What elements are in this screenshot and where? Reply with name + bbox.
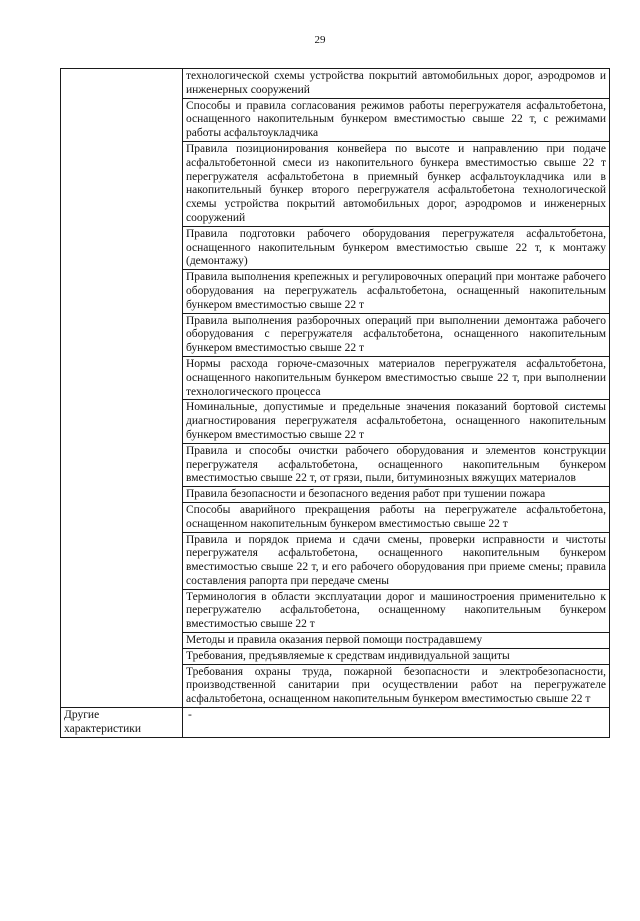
table-cell: Требования охраны труда, пожарной безопасности и электробезопасности, производственной санитарии при осуществлении работ на перегружателе асфальтобетона, оснащенном накопительным бункером вместимостью свыше 22 т <box>183 664 610 707</box>
continued-label-cell <box>61 69 183 708</box>
table-cell: Требования, предъявляемые к средствам индивидуальной защиты <box>183 648 610 664</box>
dash-value: - <box>188 709 192 722</box>
table-cell: Терминология в области эксплуатации дорог и машиностроения применительно к перегружателю асфальтобетона, оснащенному накопительным бункером вместимостью свыше 22 т <box>183 589 610 632</box>
table-cell: Правила и способы очистки рабочего оборудования и элементов конструкции перегружателя асфальтобетона, оснащенного накопительным бункером вместимостью свыше 22 т, от грязи, пыли, битуминозных вяжущих материалов <box>183 443 610 486</box>
table-cell: Правила позиционирования конвейера по высоте и направлению при подаче асфальтобетонной смеси из накопительного бункера вместимостью свыше 22 т перегружателя асфальтобетона в приемный бункер асфальтоукладчика или в накопительный бункер второго перегружателя асфальтобетона технологической схемы устройства покрытий автомобильных дорог, аэродромов и инженерных сооружений <box>183 141 610 226</box>
table-row <box>61 69 610 99</box>
table-cell: Нормы расхода горюче-смазочных материалов перегружателя асфальтобетона, оснащенного накопительным бункером вместимостью свыше 22 т, при выполнении технологического процесса <box>183 356 610 399</box>
table-row-other-characteristics <box>61 708 610 738</box>
other-characteristics-label: Другие характеристики <box>61 708 183 738</box>
table-cell: Правила выполнения разборочных операций при выполнении демонтажа рабочего оборудования с перегружателя асфальтобетона, оснащенного накопительным бункером вместимостью свыше 22 т <box>183 313 610 356</box>
table-cell: Методы и правила оказания первой помощи пострадавшему <box>183 633 610 649</box>
table-cell: технологической схемы устройства покрытий автомобильных дорог, аэродромов и инженерных сооружений <box>183 69 610 99</box>
table-cell: Правила безопасности и безопасного ведения работ при тушении пожара <box>183 487 610 503</box>
page-number: 29 <box>314 34 326 46</box>
other-characteristics-value <box>183 708 610 738</box>
table-cell: Правила и порядок приема и сдачи смены, проверки исправности и чистоты перегружателя асфальтобетона, оснащенного накопительным бункером вместимостью свыше 22 т, и его рабочего оборудования при приеме смены; правила составления рапорта при передаче смены <box>183 532 610 589</box>
table-cell: Правила подготовки рабочего оборудования перегружателя асфальтобетона, оснащенного накопительным бункером вместимостью свыше 22 т, к монтажу (демонтажу) <box>183 226 610 269</box>
knowledge-table <box>60 68 610 738</box>
table-cell: Способы и правила согласования режимов работы перегружателя асфальтобетона, оснащенного накопительным бункером вместимостью свыше 22 т, с режимами работы асфальтоукладчика <box>183 98 610 141</box>
table-cell: Способы аварийного прекращения работы на перегружателе асфальтобетона, оснащенном накопительным бункером вместимостью свыше 22 т <box>183 502 610 532</box>
table-cell: Номинальные, допустимые и предельные значения показаний бортовой системы диагностирования перегружателя асфальтобетона, оснащенного накопительным бункером вместимостью свыше 22 т <box>183 400 610 443</box>
table-cell: Правила выполнения крепежных и регулировочных операций при монтаже рабочего оборудования на перегружатель асфальтобетона, оснащенный накопительным бункером вместимостью свыше 22 т <box>183 270 610 313</box>
